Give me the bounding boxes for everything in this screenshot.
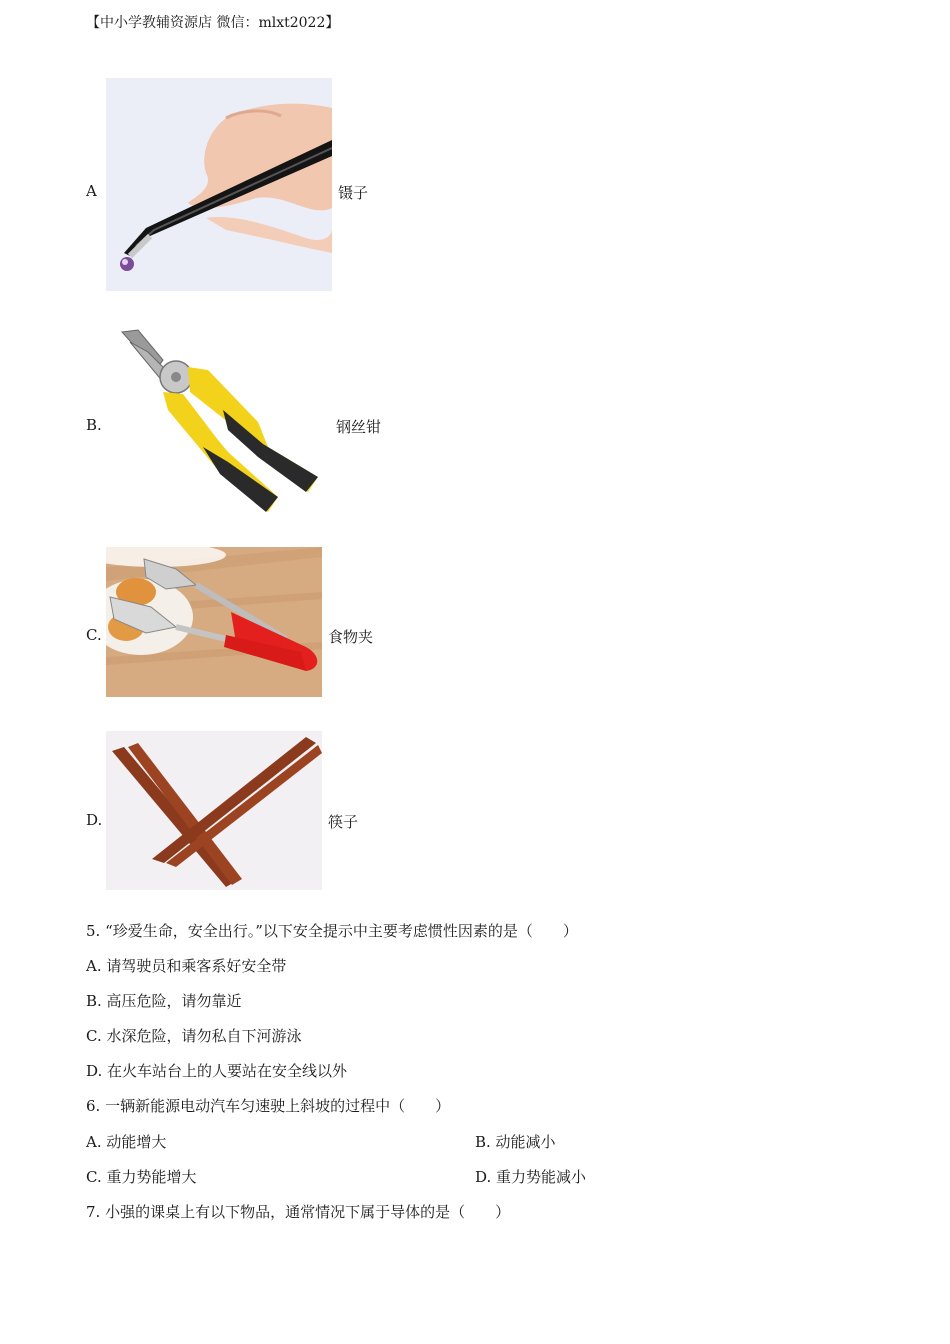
question-5-option-d: D. 在火车站台上的人要站在安全线以外 bbox=[86, 1062, 348, 1080]
question-6-option-d: D. 重力势能减小 bbox=[475, 1168, 587, 1186]
question-5-option-c: C. 水深危险，请勿私自下河游泳 bbox=[86, 1027, 302, 1045]
question-5-option-a: A. 请驾驶员和乘客系好安全带 bbox=[86, 957, 287, 975]
question-6-option-a: A. 动能增大 bbox=[86, 1133, 167, 1151]
pliers-image bbox=[108, 322, 328, 518]
chopsticks-image bbox=[106, 731, 322, 890]
food-tongs-image bbox=[106, 547, 322, 697]
question-5-option-b: B. 高压危险，请勿靠近 bbox=[86, 992, 242, 1010]
question-6-option-b: B. 动能减小 bbox=[475, 1133, 556, 1151]
page-header: 【中小学教辅资源店 微信：mlxt2022】 bbox=[86, 15, 340, 31]
question-6-stem: 6. 一辆新能源电动汽车匀速驶上斜坡的过程中（ ） bbox=[86, 1097, 451, 1115]
tweezers-image bbox=[106, 78, 332, 291]
pliers-icon bbox=[108, 322, 328, 518]
option-c-label: 食物夹 bbox=[328, 628, 374, 646]
option-b-label: 钢丝钳 bbox=[336, 418, 382, 436]
option-c-letter: C. bbox=[86, 626, 102, 644]
option-a-letter: A bbox=[86, 182, 97, 200]
question-5-stem: 5. “珍爱生命，安全出行。”以下安全提示中主要考虑惯性因素的是（ ） bbox=[86, 922, 578, 940]
tweezers-icon bbox=[106, 78, 332, 291]
option-a-label: 镊子 bbox=[338, 184, 369, 202]
chopsticks-icon bbox=[106, 731, 322, 890]
question-6-option-c: C. 重力势能增大 bbox=[86, 1168, 197, 1186]
option-b-letter: B. bbox=[86, 416, 102, 434]
question-7-stem: 7. 小强的课桌上有以下物品，通常情况下属于导体的是（ ） bbox=[86, 1203, 511, 1221]
option-d-label: 筷子 bbox=[328, 813, 359, 831]
food-tongs-icon bbox=[106, 547, 322, 697]
option-d-letter: D. bbox=[86, 811, 103, 829]
